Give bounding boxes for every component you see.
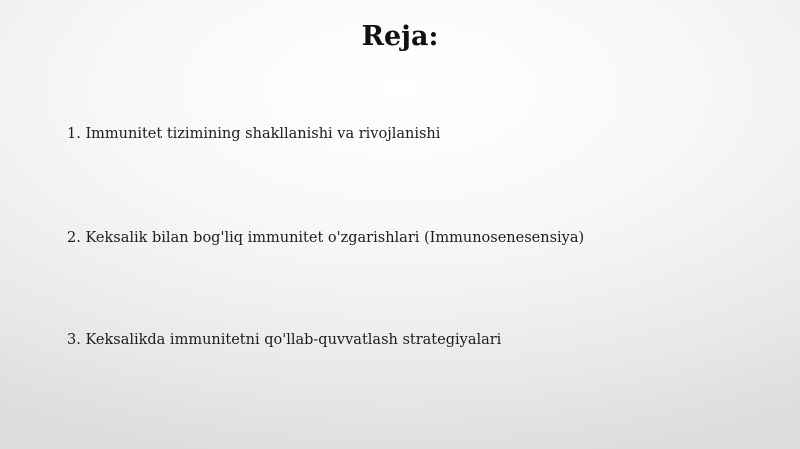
plan-item-2: 2. Keksalik bilan bog'liq immunitet o'zgarishlari (Immunosenesensiya) [67, 230, 585, 246]
plan-item-3: 3. Keksalikda immunitetni qo'llab-quvvatlash strategiyalari [67, 332, 502, 348]
plan-item-1: 1. Immunitet tizimining shakllanishi va rivojlanishi [67, 126, 441, 142]
slide-title: Reja: [361, 21, 439, 52]
